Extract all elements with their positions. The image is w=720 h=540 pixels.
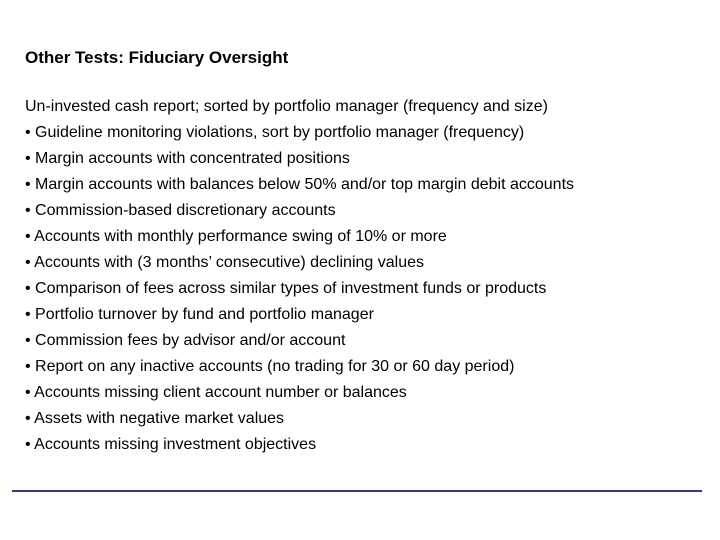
- list-item: Un-invested cash report; sorted by portfolio manager (frequency and size): [25, 98, 548, 115]
- list-item: • Commission-based discretionary accounts: [25, 202, 336, 219]
- bullet-list: [25, 94, 574, 458]
- list-item: • Margin accounts with concentrated positions: [25, 150, 350, 167]
- list-item: • Portfolio turnover by fund and portfolio manager: [25, 306, 374, 323]
- slide-title: Other Tests: Fiduciary Oversight: [25, 48, 289, 67]
- list-item: • Accounts missing client account number or balances: [25, 384, 407, 401]
- list-item: • Accounts missing investment objectives: [25, 436, 317, 453]
- list-item: • Margin accounts with balances below 50% and/or top margin debit accounts: [25, 176, 575, 193]
- list-item: • Commission fees by advisor and/or account: [25, 332, 346, 349]
- list-item: • Accounts with monthly performance swing of 10% or more: [25, 228, 447, 245]
- list-item: • Guideline monitoring violations, sort by portfolio manager (frequency): [25, 124, 525, 141]
- footer-divider: [12, 490, 702, 492]
- list-item: • Assets with negative market values: [25, 410, 285, 427]
- list-item: • Accounts with (3 months’ consecutive) declining values: [25, 254, 424, 271]
- list-item: • Comparison of fees across similar types of investment funds or products: [25, 280, 547, 297]
- list-item: • Report on any inactive accounts (no trading for 30 or 60 day period): [25, 358, 515, 375]
